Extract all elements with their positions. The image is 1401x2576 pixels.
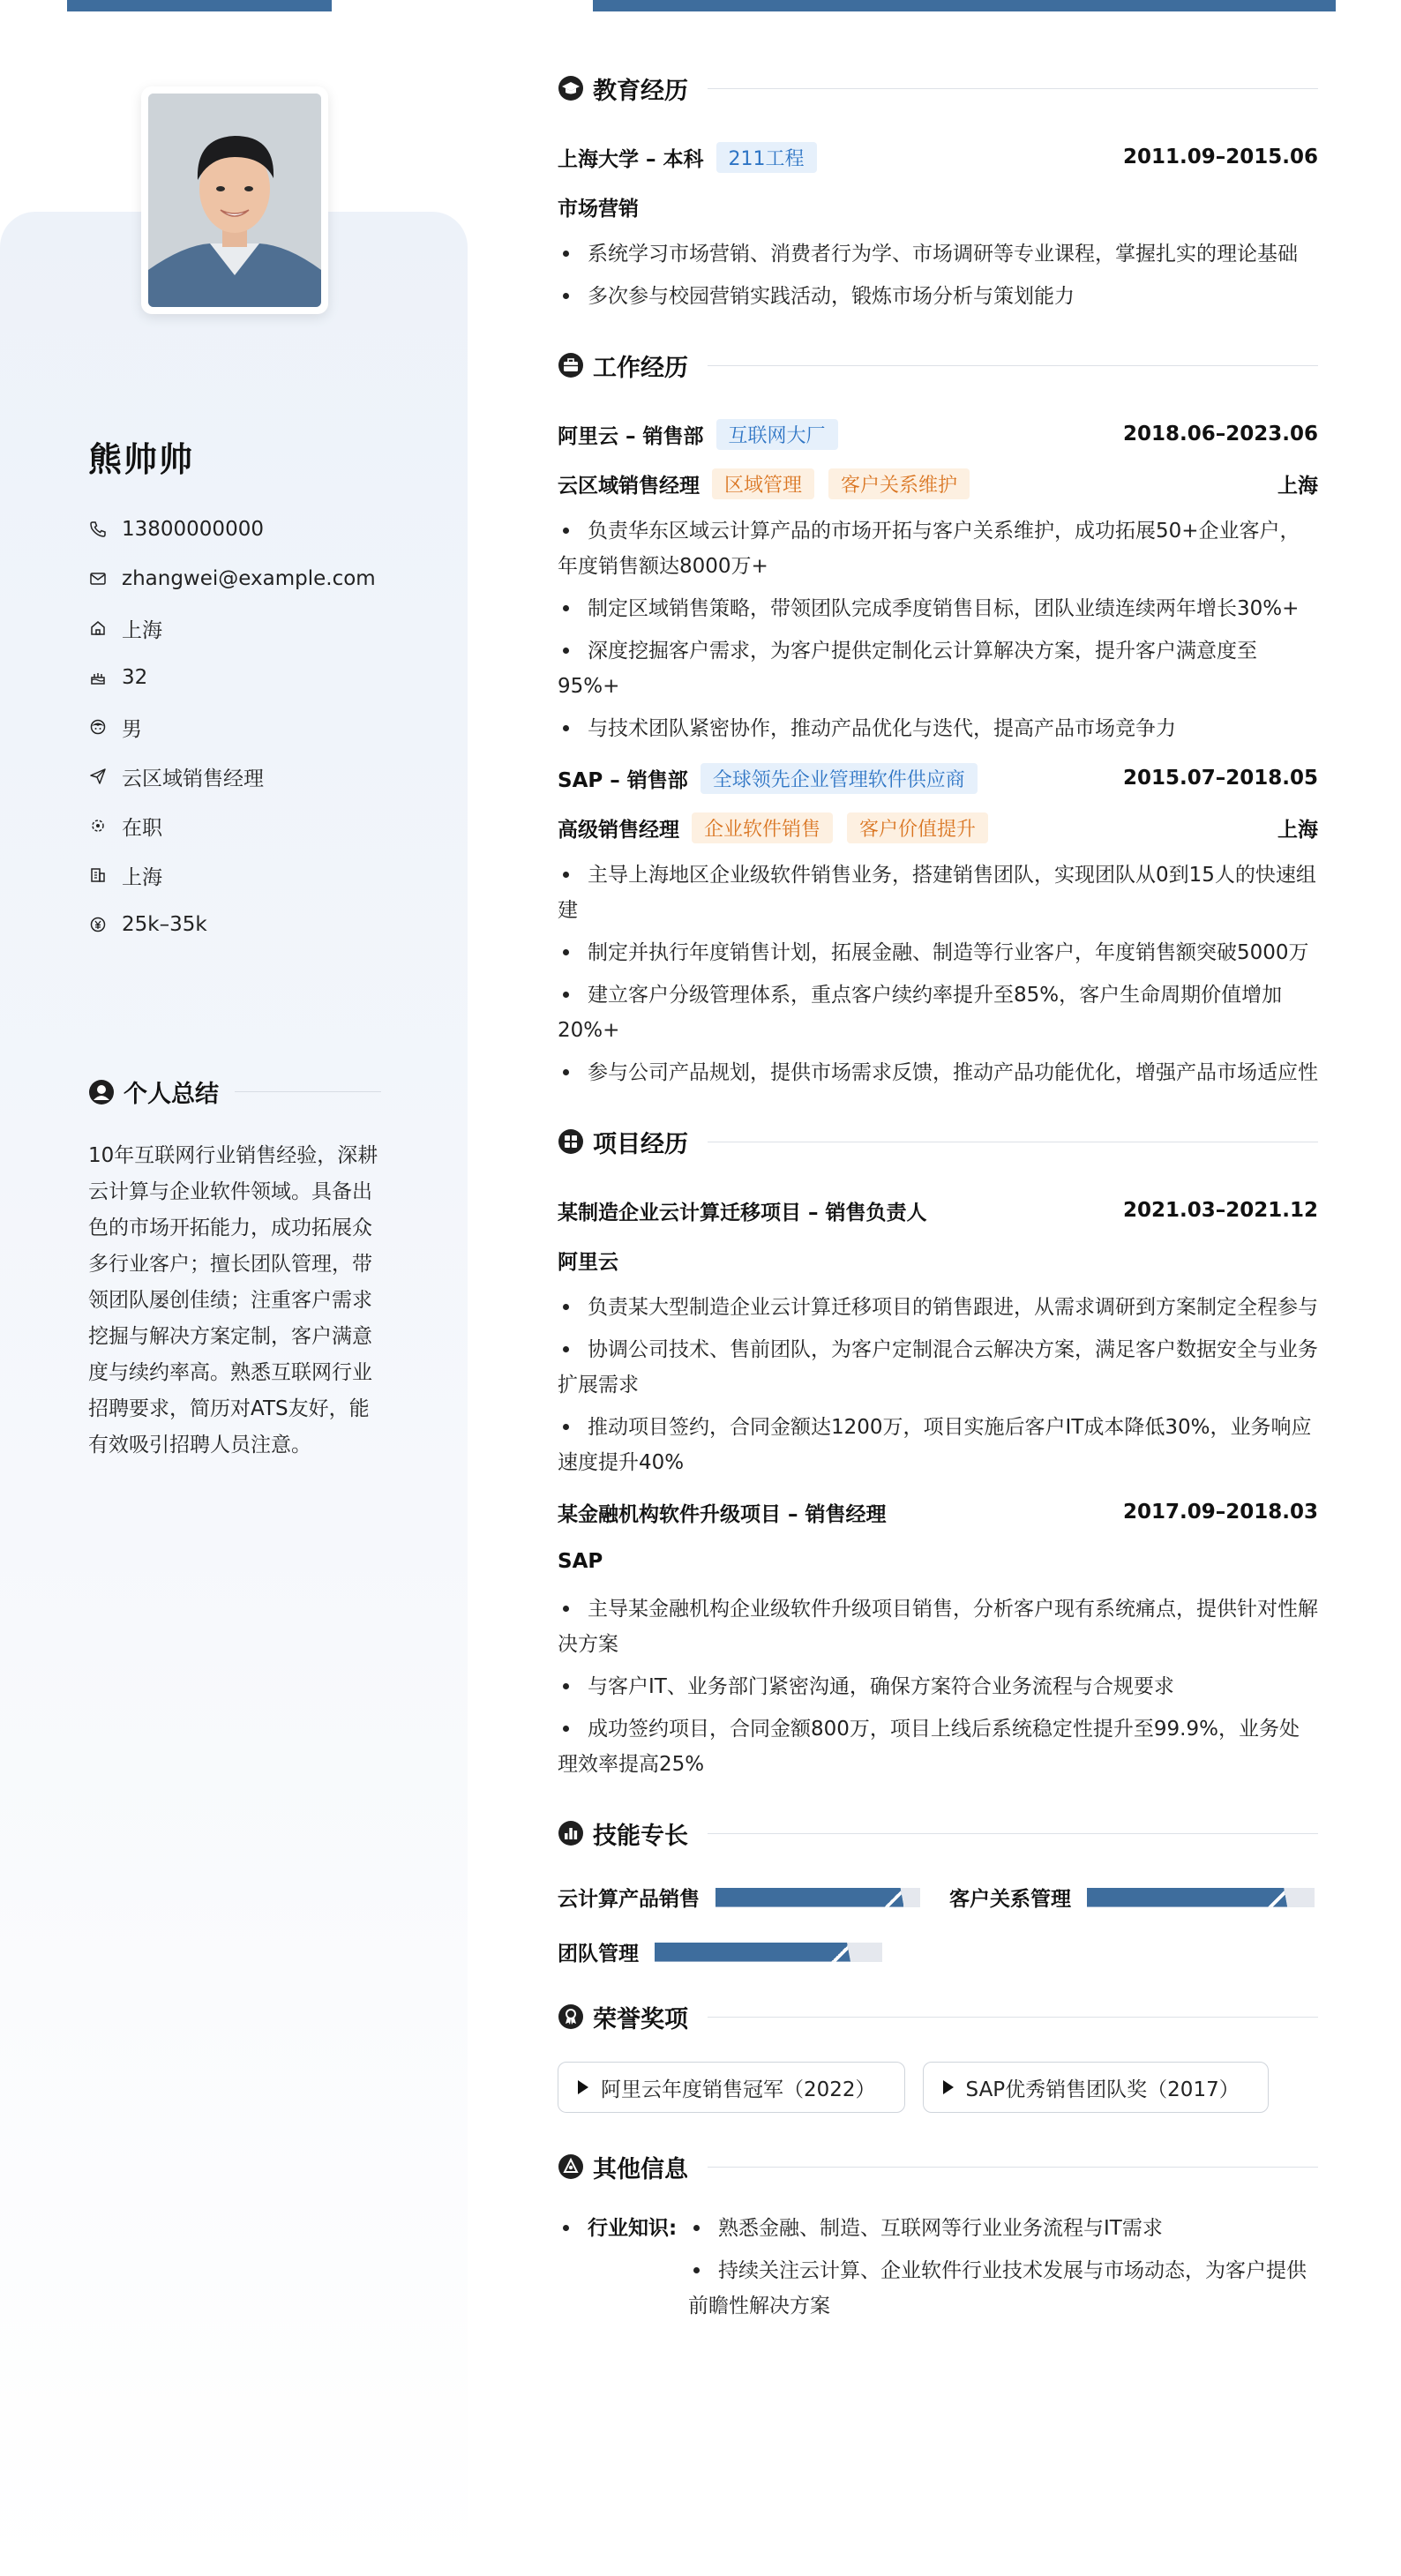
project-period: 2021.03–2021.12 bbox=[1122, 1199, 1318, 1222]
top-accent-bar-left bbox=[67, 0, 332, 11]
info-email bbox=[88, 554, 459, 603]
home-icon bbox=[88, 618, 108, 638]
skills-divider bbox=[708, 1833, 1318, 1834]
honor-text: SAP优秀销售团队奖（2017） bbox=[965, 2078, 1240, 2101]
honor-item bbox=[558, 2062, 905, 2113]
job-period: 2015.07–2018.05 bbox=[1122, 767, 1318, 790]
job-tag: 企业软件销售 bbox=[692, 812, 833, 843]
skill-item bbox=[949, 1883, 1315, 1912]
list-item: 系统学习市场营销、消费者行为学、市场调研等专业课程，掌握扎实的理论基础 bbox=[558, 236, 1318, 272]
info-location bbox=[88, 603, 459, 653]
candidate-name: 熊帅帅 bbox=[88, 440, 195, 479]
honors-header bbox=[558, 1990, 1318, 2043]
projects-header bbox=[558, 1115, 1318, 1168]
project-bullets bbox=[558, 1591, 1318, 1782]
status-icon bbox=[88, 816, 108, 835]
honor-item bbox=[923, 2062, 1269, 2113]
medal-icon bbox=[558, 2153, 584, 2180]
info-age-text: 32 bbox=[122, 666, 148, 689]
graduation-cap-icon bbox=[558, 75, 584, 101]
building-icon bbox=[88, 865, 108, 885]
info-phone bbox=[88, 505, 459, 554]
info-salary-text: 25k–35k bbox=[122, 913, 207, 936]
bar-chart-icon bbox=[558, 1820, 584, 1846]
list-item: 与技术团队紧密协作，推动产品优化与迭代，提高产品市场竞争力 bbox=[558, 711, 1318, 746]
cake-icon bbox=[88, 668, 108, 687]
avatar bbox=[148, 94, 321, 307]
skill-item bbox=[558, 1883, 920, 1912]
summary-title: 个人总结 bbox=[124, 1081, 219, 1108]
education-period: 2011.09–2015.06 bbox=[1122, 146, 1318, 168]
work-divider bbox=[708, 365, 1318, 366]
list-item: 主导某金融机构企业级软件升级项目销售，分析客户现有系统痛点，提供针对性解决方案 bbox=[558, 1591, 1318, 1662]
job-period: 2018.06–2023.06 bbox=[1122, 423, 1318, 446]
list-item: 协调公司技术、售前团队，为客户定制混合云解决方案，满足客户数据安全与业务扩展需求 bbox=[558, 1332, 1318, 1403]
play-icon bbox=[578, 2080, 588, 2094]
info-email-text: zhangwei@example.com bbox=[122, 567, 376, 590]
work-title: 工作经历 bbox=[593, 354, 688, 382]
education-tag: 211工程 bbox=[716, 142, 817, 173]
list-item: 负责华东区域云计算产品的市场开拓与客户关系维护，成功拓展50+企业客户，年度销售额达8000万+ bbox=[558, 513, 1318, 584]
job-company-row bbox=[558, 753, 1318, 803]
info-location-text: 上海 bbox=[122, 618, 162, 642]
skill-bar bbox=[1087, 1888, 1315, 1907]
job-bullets bbox=[558, 513, 1318, 746]
info-salary bbox=[88, 900, 459, 949]
project-row bbox=[558, 1186, 1318, 1235]
other-title: 其他信息 bbox=[593, 2155, 688, 2183]
other-list bbox=[688, 2211, 1318, 2331]
play-icon bbox=[943, 2080, 954, 2094]
job-tag: 区域管理 bbox=[712, 468, 814, 499]
honors-title: 荣誉奖项 bbox=[593, 2005, 688, 2033]
top-accent-bar-right bbox=[593, 0, 1336, 11]
education-major: 市场营销 bbox=[558, 197, 639, 221]
list-item: 熟悉金融、制造、互联网等行业业务流程与IT需求 bbox=[688, 2211, 1318, 2246]
info-age bbox=[88, 653, 459, 702]
job-company-row bbox=[558, 409, 1318, 459]
project-org: SAP bbox=[558, 1550, 603, 1573]
info-gender bbox=[88, 702, 459, 752]
list-item: 多次参与校园营销实践活动，锻炼市场分析与策划能力 bbox=[558, 279, 1318, 314]
job-company-tag: 互联网大厂 bbox=[716, 419, 838, 450]
job-company: SAP – 销售部 bbox=[558, 768, 688, 792]
projects-title: 项目经历 bbox=[593, 1130, 688, 1158]
info-gender-text: 男 bbox=[122, 717, 142, 741]
info-status bbox=[88, 801, 459, 850]
honor-text: 阿里云年度销售冠军（2022） bbox=[601, 2078, 876, 2101]
project-period: 2017.09–2018.03 bbox=[1122, 1501, 1318, 1524]
job-company: 阿里云 – 销售部 bbox=[558, 424, 704, 448]
phone-icon bbox=[88, 520, 108, 539]
other-divider bbox=[708, 2167, 1318, 2168]
project-org-row bbox=[558, 1235, 1318, 1284]
send-icon bbox=[88, 767, 108, 786]
salary-icon bbox=[88, 915, 108, 934]
list-item: 主导上海地区企业级软件销售业务，搭建销售团队，实现团队从0到15人的快速组建 bbox=[558, 857, 1318, 928]
award-icon bbox=[558, 2003, 584, 2030]
project-org: 阿里云 bbox=[558, 1250, 618, 1274]
job-location: 上海 bbox=[1277, 818, 1318, 842]
job-tag: 客户价值提升 bbox=[847, 812, 988, 843]
skill-bar-fill bbox=[655, 1943, 850, 1962]
avatar-frame bbox=[141, 86, 328, 314]
other-info bbox=[558, 2211, 1318, 2331]
gender-icon bbox=[88, 717, 108, 737]
list-item: 制定并执行年度销售计划，拓展金融、制造等行业客户，年度销售额突破5000万 bbox=[558, 935, 1318, 970]
info-city bbox=[88, 850, 459, 900]
work-header bbox=[558, 339, 1318, 392]
user-circle-icon bbox=[88, 1079, 115, 1105]
list-item: 推动项目签约，合同金额达1200万，项目实施后客户IT成本降低30%，业务响应速度提升40% bbox=[558, 1410, 1318, 1480]
list-item: 深度挖掘客户需求，为客户提供定制化云计算解决方案，提升客户满意度至95%+ bbox=[558, 633, 1318, 704]
list-item: 参与公司产品规划，提供市场需求反馈，推动产品功能优化，增强产品市场适应性 bbox=[558, 1055, 1318, 1090]
main-content bbox=[558, 62, 1318, 2331]
skill-name: 客户关系管理 bbox=[949, 1888, 1071, 1911]
list-item: 负责某大型制造企业云计算迁移项目的销售跟进，从需求调研到方案制定全程参与 bbox=[558, 1290, 1318, 1325]
job-company-tag: 全球领先企业管理软件供应商 bbox=[700, 763, 978, 794]
project-name: 某制造企业云计算迁移项目 – 销售负责人 bbox=[558, 1201, 927, 1224]
education-divider bbox=[708, 88, 1318, 89]
job-position-row bbox=[558, 803, 1318, 852]
skill-name: 团队管理 bbox=[558, 1943, 639, 1966]
skills-list bbox=[558, 1860, 1318, 1983]
education-title: 教育经历 bbox=[593, 77, 688, 105]
job-position-row bbox=[558, 459, 1318, 508]
job-location: 上海 bbox=[1277, 474, 1318, 498]
briefcase-icon bbox=[558, 352, 584, 378]
info-city-text: 上海 bbox=[122, 865, 162, 889]
honors-divider bbox=[708, 2017, 1318, 2018]
list-item: 与客户IT、业务部门紧密沟通，确保方案符合业务流程与合规要求 bbox=[558, 1669, 1318, 1704]
education-major-row bbox=[558, 182, 1318, 231]
honors-list bbox=[558, 2043, 1318, 2131]
avatar-portrait bbox=[148, 94, 321, 307]
education-row bbox=[558, 132, 1318, 182]
education-header bbox=[558, 62, 1318, 115]
education-school: 上海大学 – 本科 bbox=[558, 147, 704, 171]
mail-icon bbox=[88, 569, 108, 588]
project-name: 某金融机构软件升级项目 – 销售经理 bbox=[558, 1502, 887, 1526]
info-position-text: 云区域销售经理 bbox=[122, 767, 264, 790]
skill-bar bbox=[715, 1888, 920, 1907]
skills-header bbox=[558, 1807, 1318, 1860]
project-row bbox=[558, 1487, 1318, 1537]
skill-name: 云计算产品销售 bbox=[558, 1888, 700, 1911]
info-phone-text: 13800000000 bbox=[122, 518, 264, 541]
list-item: 建立客户分级管理体系，重点客户续约率提升至85%，客户生命周期价值增加20%+ bbox=[558, 977, 1318, 1048]
list-item: 持续关注云计算、企业软件行业技术发展与市场动态，为客户提供前瞻性解决方案 bbox=[688, 2253, 1318, 2324]
project-org-row bbox=[558, 1537, 1318, 1586]
job-bullets bbox=[558, 857, 1318, 1090]
skill-bar-fill bbox=[1087, 1888, 1287, 1907]
other-header bbox=[558, 2140, 1318, 2193]
grid-icon bbox=[558, 1128, 584, 1155]
summary-header bbox=[88, 1075, 381, 1109]
summary-divider bbox=[235, 1091, 381, 1092]
job-position: 云区域销售经理 bbox=[558, 474, 700, 498]
list-item: 制定区域销售策略，带领团队完成季度销售目标，团队业绩连续两年增长30%+ bbox=[558, 591, 1318, 626]
skills-title: 技能专长 bbox=[593, 1822, 688, 1850]
skill-item bbox=[558, 1937, 882, 1966]
education-bullets bbox=[558, 236, 1318, 314]
job-position: 高级销售经理 bbox=[558, 818, 679, 842]
list-item: 成功签约项目，合同金额800万，项目上线后系统稳定性提升至99.9%，业务处理效率提高25% bbox=[558, 1711, 1318, 1782]
project-bullets bbox=[558, 1290, 1318, 1480]
job-tag: 客户关系维护 bbox=[828, 468, 970, 499]
other-label: 行业知识: bbox=[558, 2211, 688, 2331]
info-status-text: 在职 bbox=[122, 816, 162, 840]
info-position bbox=[88, 752, 459, 801]
summary-text: 10年互联网行业销售经验，深耕云计算与企业软件领域。具备出色的市场开拓能力，成功拓展众多行业客户；擅长团队管理，带领团队屡创佳绩；注重客户需求挖掘与解决方案定制，客户满意度与续约率高。熟悉互联网行业招聘要求，简历对ATS友好，能有效吸引招聘人员注意。 bbox=[88, 1144, 378, 1456]
skill-bar-fill bbox=[715, 1888, 903, 1907]
skill-bar bbox=[655, 1943, 882, 1962]
contact-info-list bbox=[88, 505, 459, 949]
